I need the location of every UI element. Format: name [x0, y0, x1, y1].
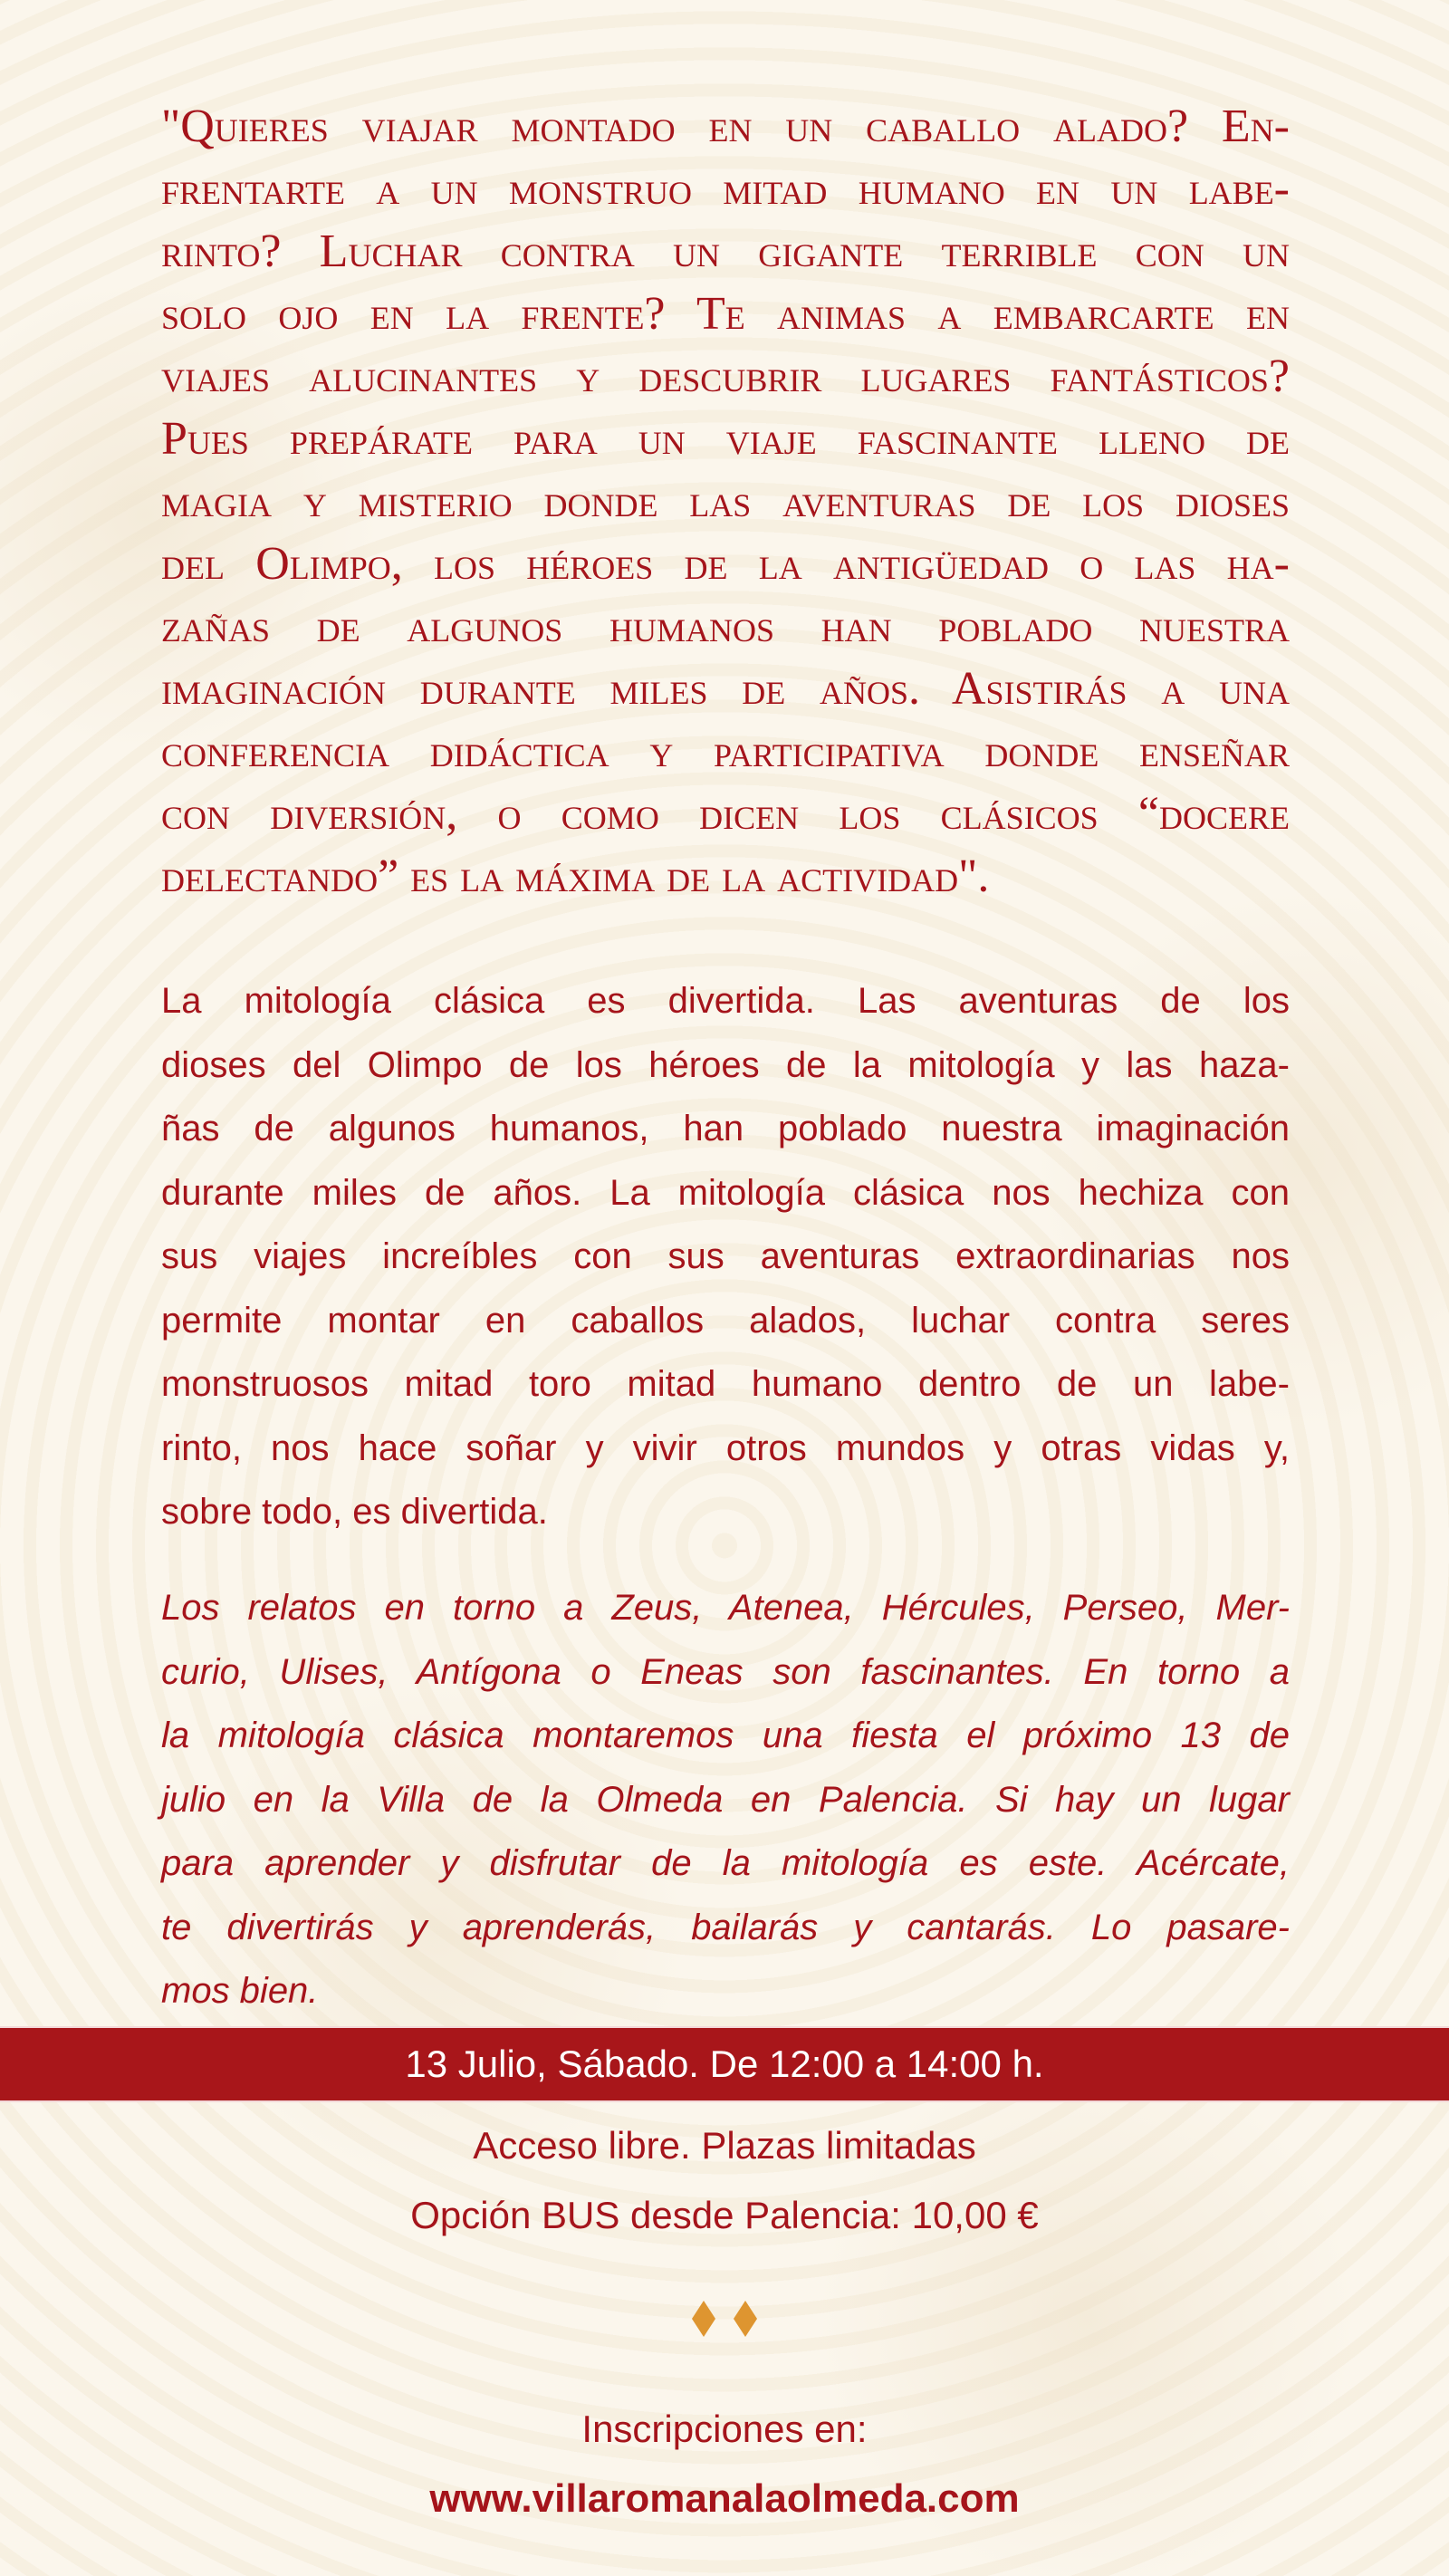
text-line: rinto, nos hace soñar y vivir otros mundos y otras vidas y,: [161, 1427, 1290, 1468]
text-line: frentarte a un monstruo mitad humano en un labe-: [161, 163, 1290, 215]
intro-quote: [161, 95, 1290, 908]
text-line: para aprender y disfrutar de la mitología es este. Acércate,: [161, 1843, 1290, 1883]
text-line: curio, Ulises, Antígona o Eneas son fascinantes. En torno a: [161, 1651, 1290, 1692]
text-line: sus viajes increíbles con sus aventuras extraordinarias nos: [161, 1236, 1290, 1276]
date-banner: [0, 2026, 1449, 2102]
text-line: "Quieres viajar montado en un caballo alado? En-: [161, 101, 1290, 152]
text-line: julio en la Villa de la Olmeda en Palencia. Si hay un lugar: [161, 1779, 1290, 1820]
text-line: Pues prepárate para un viaje fascinante lleno de: [161, 413, 1290, 465]
registration-label: Inscripciones en:: [581, 2408, 868, 2450]
text-line: magia y misterio donde las aventuras de los dioses: [161, 476, 1290, 527]
diamond-icon: [734, 2301, 757, 2337]
text-line: conferencia didáctica y participativa donde enseñar: [161, 726, 1290, 777]
text-line: mos bien.: [161, 1971, 319, 2011]
text-line: rinto? Luchar contra un gigante terrible con un: [161, 226, 1290, 277]
text-line: monstruosos mitad toro mitad humano dentro de un labe-: [161, 1364, 1290, 1404]
text-line: permite montar en caballos alados, luchar contra seres: [161, 1300, 1290, 1341]
bus-info: Opción BUS desde Palencia: 10,00 €: [410, 2194, 1039, 2236]
event-paragraph: [161, 1576, 1290, 2023]
text-line: viajes alucinantes y descubrir lugares fantásticos?: [161, 351, 1290, 402]
text-line: sobre todo, es divertida.: [161, 1492, 548, 1532]
text-line: solo ojo en la frente? Te animas a embarcarte en: [161, 288, 1290, 340]
text-line: zañas de algunos humanos han poblado nuestra: [161, 601, 1290, 652]
text-line: la mitología clásica montaremos una fiesta el próximo 13 de: [161, 1716, 1290, 1755]
text-line: ñas de algunos humanos, han poblado nuestra imaginación: [161, 1109, 1290, 1149]
text-line: durante miles de años. La mitología clásica nos hechiza con: [161, 1172, 1290, 1213]
website-link[interactable]: www.villaromanalaolmeda.com: [429, 2476, 1020, 2521]
divider-ornament: [0, 2301, 1449, 2337]
description-paragraph: [161, 969, 1290, 1544]
text-line: te divertirás y aprenderás, bailarás y cantarás. Lo pasare-: [161, 1907, 1290, 1947]
diamond-icon: [692, 2301, 715, 2337]
text-line: Los relatos en torno a Zeus, Atenea, Hércules, Perseo, Mer-: [161, 1588, 1290, 1628]
text-line: La mitología clásica es divertida. Las aventuras de los: [161, 981, 1290, 1021]
event-date-time: 13 Julio, Sábado. De 12:00 a 14:00 h.: [405, 2043, 1044, 2085]
text-line: delectando” es la máxima de la actividad".: [161, 851, 990, 902]
text-line: con diversión, o como dicen los clásicos “docere: [161, 788, 1290, 840]
access-info: Acceso libre. Plazas limitadas: [473, 2124, 976, 2167]
text-line: imaginación durante miles de años. Asistirás a una: [161, 663, 1290, 715]
text-line: dioses del Olimpo de los héroes de la mitología y las haza-: [161, 1044, 1290, 1085]
text-line: del Olimpo, los héroes de la antigüedad o las ha-: [161, 538, 1290, 590]
